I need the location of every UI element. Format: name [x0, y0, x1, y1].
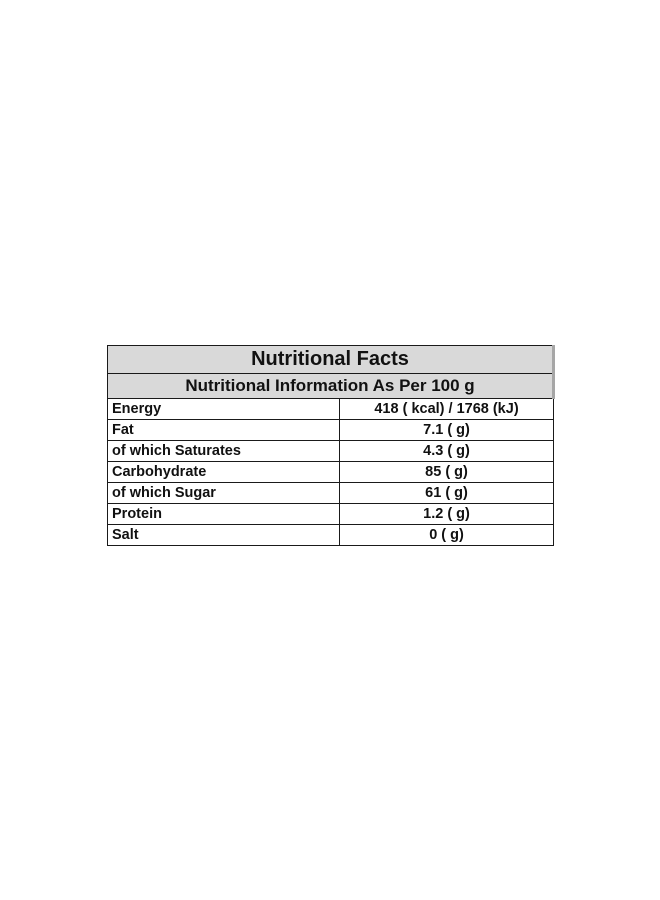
nutrient-label-carbohydrate: Carbohydrate: [108, 462, 340, 483]
table-row: [108, 462, 554, 483]
table-row: [108, 504, 554, 525]
table-subtitle: Nutritional Information As Per 100 g: [108, 374, 554, 399]
nutrient-value-sugar: 61 ( g): [340, 483, 554, 504]
nutrient-label-saturates: of which Saturates: [108, 441, 340, 462]
nutrient-label-protein: Protein: [108, 504, 340, 525]
nutrient-value-energy: 418 ( kcal) / 1768 (kJ): [340, 399, 554, 420]
nutrient-value-salt: 0 ( g): [340, 525, 554, 546]
table-row: [108, 525, 554, 546]
table-row: [108, 441, 554, 462]
table-subtitle-row: [108, 374, 554, 399]
nutrient-label-fat: Fat: [108, 420, 340, 441]
nutrient-value-protein: 1.2 ( g): [340, 504, 554, 525]
nutrient-label-salt: Salt: [108, 525, 340, 546]
table-row: [108, 483, 554, 504]
nutrient-label-sugar: of which Sugar: [108, 483, 340, 504]
nutrient-label-energy: Energy: [108, 399, 340, 420]
nutrient-value-carbohydrate: 85 ( g): [340, 462, 554, 483]
table-title-row: [108, 346, 554, 374]
nutrient-value-fat: 7.1 ( g): [340, 420, 554, 441]
nutrition-facts-table: [107, 345, 555, 546]
table-row: [108, 399, 554, 420]
table-row: [108, 420, 554, 441]
nutrient-value-saturates: 4.3 ( g): [340, 441, 554, 462]
table-title: Nutritional Facts: [108, 346, 554, 374]
